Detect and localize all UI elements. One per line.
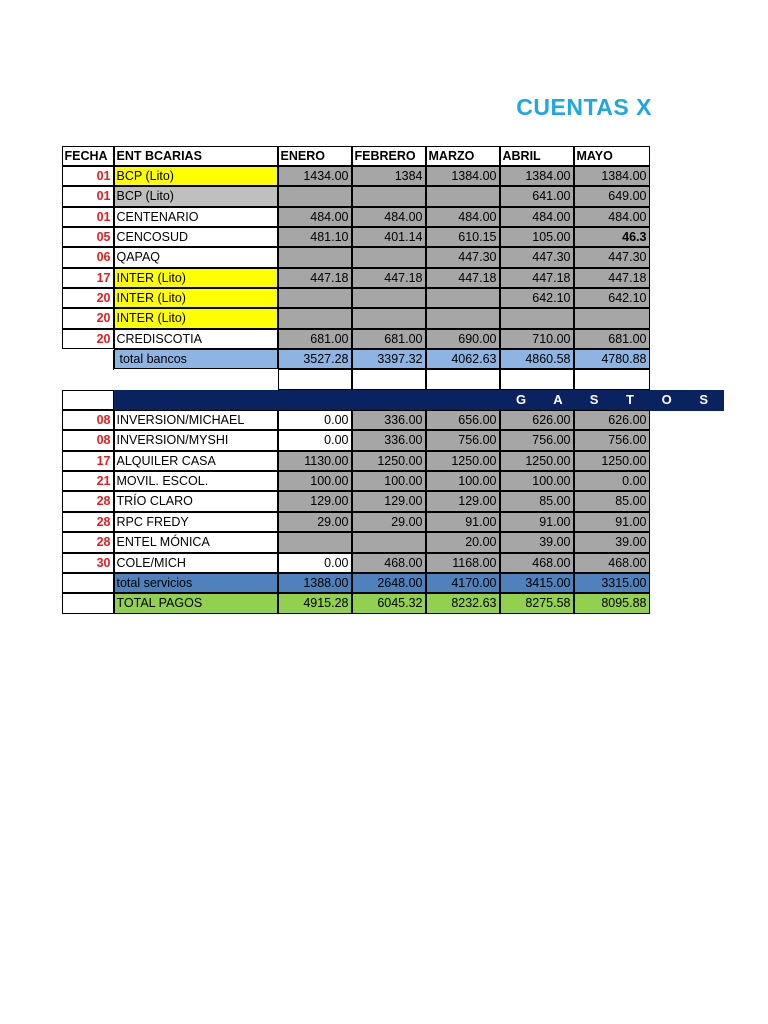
column-header: ENERO: [278, 146, 352, 166]
amount-cell: 642.10: [574, 288, 650, 308]
expense-name-cell: TRÍO CLARO: [114, 491, 278, 511]
amount-cell: 656.00: [426, 410, 500, 430]
empty-cell: [278, 369, 352, 389]
total-servicios-cell: 4170.00: [426, 573, 500, 593]
amount-cell: 0.00: [278, 410, 352, 430]
amount-cell: 610.15: [426, 227, 500, 247]
amount-cell: [278, 308, 352, 328]
total-bancos-cell: 4780.88: [574, 349, 650, 369]
amount-cell: [426, 288, 500, 308]
total-bancos-cell: 3527.28: [278, 349, 352, 369]
amount-cell: 129.00: [352, 491, 426, 511]
total-servicios-cell: 2648.00: [352, 573, 426, 593]
amount-cell: 681.00: [278, 329, 352, 349]
date-cell: 17: [62, 451, 114, 471]
amount-cell: 447.30: [426, 247, 500, 267]
date-cell: 28: [62, 491, 114, 511]
amount-cell: 100.00: [278, 471, 352, 491]
bank-name-cell: INTER (Lito): [114, 288, 278, 308]
amount-cell: 447.30: [500, 247, 574, 267]
amount-cell: 39.00: [574, 532, 650, 552]
date-cell: 20: [62, 288, 114, 308]
amount-cell: [278, 532, 352, 552]
amount-cell: [352, 288, 426, 308]
expense-name-cell: INVERSION/MYSHI: [114, 430, 278, 450]
amount-cell: 641.00: [500, 186, 574, 206]
total-pagos-cell: 8232.63: [426, 593, 500, 613]
date-cell: 20: [62, 308, 114, 328]
amount-cell: 129.00: [278, 491, 352, 511]
date-cell: 28: [62, 532, 114, 552]
amount-cell: 1250.00: [426, 451, 500, 471]
spreadsheet-table: [62, 146, 724, 616]
column-header: FEBRERO: [352, 146, 426, 166]
amount-cell: 649.00: [574, 186, 650, 206]
total-pagos-cell: 4915.28: [278, 593, 352, 613]
amount-cell: 0.00: [278, 430, 352, 450]
amount-cell: 1384.00: [426, 166, 500, 186]
amount-cell: 129.00: [426, 491, 500, 511]
amount-cell: 1168.00: [426, 553, 500, 573]
amount-cell: 484.00: [426, 207, 500, 227]
amount-cell: 681.00: [352, 329, 426, 349]
amount-cell: 447.18: [500, 268, 574, 288]
amount-cell: 100.00: [352, 471, 426, 491]
bank-name-cell: CENTENARIO: [114, 207, 278, 227]
total-bancos-cell: 4860.58: [500, 349, 574, 369]
amount-cell: 756.00: [574, 430, 650, 450]
empty-cell: [352, 369, 426, 389]
amount-cell: [352, 186, 426, 206]
amount-cell: [574, 308, 650, 328]
amount-cell: 756.00: [500, 430, 574, 450]
empty-cell: [500, 369, 574, 389]
amount-cell: 756.00: [426, 430, 500, 450]
date-cell: 30: [62, 553, 114, 573]
bank-name-cell: INTER (Lito): [114, 308, 278, 328]
column-header: ABRIL: [500, 146, 574, 166]
amount-cell: [278, 186, 352, 206]
amount-cell: [352, 532, 426, 552]
amount-cell: 336.00: [352, 430, 426, 450]
amount-cell: 1130.00: [278, 451, 352, 471]
amount-cell: 46.3: [574, 227, 650, 247]
amount-cell: 0.00: [574, 471, 650, 491]
amount-cell: 484.00: [352, 207, 426, 227]
empty-cell: [574, 369, 650, 389]
date-cell: 08: [62, 430, 114, 450]
amount-cell: 447.18: [426, 268, 500, 288]
amount-cell: [500, 308, 574, 328]
amount-cell: 642.10: [500, 288, 574, 308]
amount-cell: 85.00: [574, 491, 650, 511]
date-cell: 05: [62, 227, 114, 247]
bank-name-cell: CENCOSUD: [114, 227, 278, 247]
page-title: CUENTAS X: [516, 94, 652, 120]
total-servicios-cell: 3315.00: [574, 573, 650, 593]
amount-cell: 85.00: [500, 491, 574, 511]
amount-cell: [278, 288, 352, 308]
amount-cell: 1384.00: [574, 166, 650, 186]
amount-cell: 336.00: [352, 410, 426, 430]
total-pagos-label: TOTAL PAGOS: [114, 593, 278, 613]
amount-cell: 91.00: [426, 512, 500, 532]
total-pagos-cell: 6045.32: [352, 593, 426, 613]
amount-cell: 91.00: [574, 512, 650, 532]
total-servicios-cell: 1388.00: [278, 573, 352, 593]
amount-cell: 100.00: [500, 471, 574, 491]
amount-cell: 626.00: [574, 410, 650, 430]
expense-name-cell: ALQUILER CASA: [114, 451, 278, 471]
empty-cell: [426, 369, 500, 389]
amount-cell: 39.00: [500, 532, 574, 552]
total-pagos-cell: 8095.88: [574, 593, 650, 613]
total-bancos-cell: 3397.32: [352, 349, 426, 369]
date-cell: 08: [62, 410, 114, 430]
amount-cell: 100.00: [426, 471, 500, 491]
amount-cell: 484.00: [278, 207, 352, 227]
amount-cell: 468.00: [574, 553, 650, 573]
date-cell: 06: [62, 247, 114, 267]
amount-cell: 626.00: [500, 410, 574, 430]
date-cell: 01: [62, 207, 114, 227]
amount-cell: 29.00: [352, 512, 426, 532]
amount-cell: 1384.00: [500, 166, 574, 186]
amount-cell: 29.00: [278, 512, 352, 532]
bank-name-cell: INTER (Lito): [114, 268, 278, 288]
amount-cell: 468.00: [352, 553, 426, 573]
amount-cell: 20.00: [426, 532, 500, 552]
amount-cell: 1250.00: [352, 451, 426, 471]
bank-name-cell: QAPAQ: [114, 247, 278, 267]
amount-cell: 1434.00: [278, 166, 352, 186]
amount-cell: 1250.00: [500, 451, 574, 471]
date-cell: 17: [62, 268, 114, 288]
amount-cell: 484.00: [574, 207, 650, 227]
date-cell: 01: [62, 186, 114, 206]
amount-cell: 690.00: [426, 329, 500, 349]
total-bancos-cell: 4062.63: [426, 349, 500, 369]
amount-cell: 468.00: [500, 553, 574, 573]
date-cell: 20: [62, 329, 114, 349]
expense-name-cell: COLE/MICH: [114, 553, 278, 573]
amount-cell: 401.14: [352, 227, 426, 247]
date-cell: 28: [62, 512, 114, 532]
expense-name-cell: MOVIL. ESCOL.: [114, 471, 278, 491]
amount-cell: [426, 186, 500, 206]
column-header: MARZO: [426, 146, 500, 166]
amount-cell: 105.00: [500, 227, 574, 247]
total-pagos-cell: 8275.58: [500, 593, 574, 613]
amount-cell: 481.10: [278, 227, 352, 247]
empty-cell: [62, 390, 114, 410]
amount-cell: 1250.00: [574, 451, 650, 471]
amount-cell: 0.00: [278, 553, 352, 573]
bank-name-cell: BCP (Lito): [114, 166, 278, 186]
column-header: FECHA: [62, 146, 114, 166]
column-header: ENT BCARIAS: [114, 146, 278, 166]
amount-cell: 484.00: [500, 207, 574, 227]
amount-cell: [426, 308, 500, 328]
amount-cell: [278, 247, 352, 267]
total-servicios-cell: 3415.00: [500, 573, 574, 593]
total-servicios-label: total servicios: [114, 573, 278, 593]
amount-cell: 1384: [352, 166, 426, 186]
total-bancos-label: total bancos: [114, 349, 278, 369]
empty-cell: [62, 573, 114, 593]
expense-name-cell: RPC FREDY: [114, 512, 278, 532]
date-cell: 21: [62, 471, 114, 491]
amount-cell: 710.00: [500, 329, 574, 349]
expense-name-cell: INVERSION/MICHAEL: [114, 410, 278, 430]
empty-cell: [62, 593, 114, 613]
column-header: MAYO: [574, 146, 650, 166]
amount-cell: 447.18: [278, 268, 352, 288]
amount-cell: [352, 308, 426, 328]
bank-name-cell: BCP (Lito): [114, 186, 278, 206]
amount-cell: 681.00: [574, 329, 650, 349]
date-cell: 01: [62, 166, 114, 186]
bank-name-cell: CREDISCOTIA: [114, 329, 278, 349]
expense-name-cell: ENTEL MÓNICA: [114, 532, 278, 552]
amount-cell: [352, 247, 426, 267]
amount-cell: 447.18: [574, 268, 650, 288]
gastos-section-header: G A S T O S: [114, 390, 724, 410]
empty-cell: [62, 350, 114, 370]
amount-cell: 447.30: [574, 247, 650, 267]
amount-cell: 91.00: [500, 512, 574, 532]
amount-cell: 447.18: [352, 268, 426, 288]
